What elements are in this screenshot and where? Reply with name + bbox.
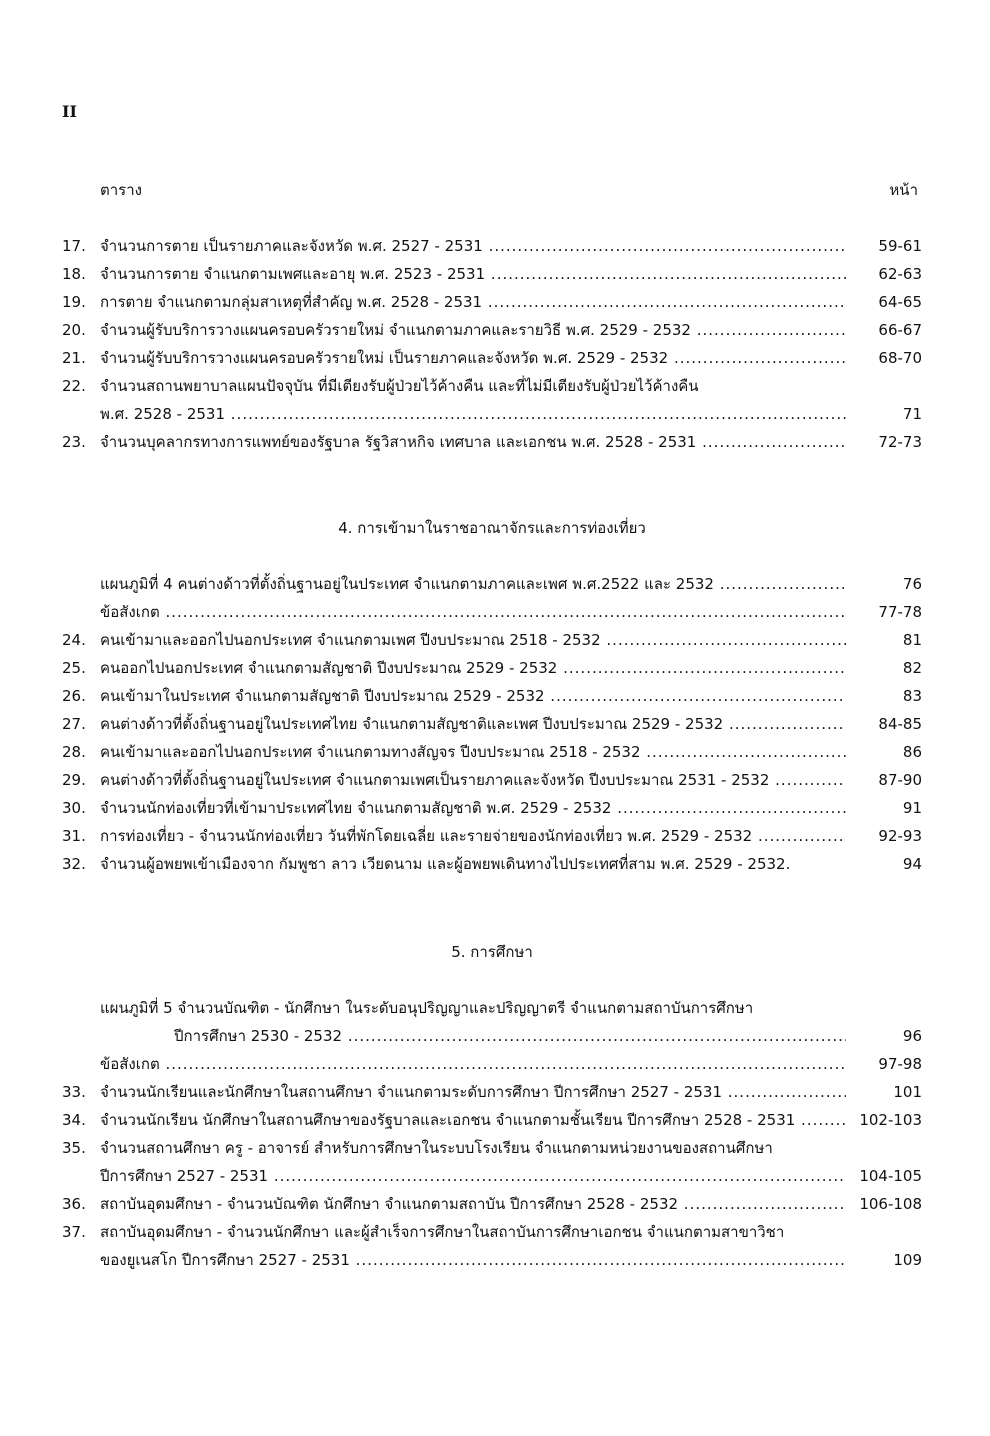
entry-title: การตาย จำแนกตามกลุ่มสาเหตุที่สำคัญ พ.ศ. 2528 - 2531 ..... <box>100 288 846 316</box>
toc-group-section-5 <box>62 994 922 1274</box>
entry-page: 84-85 <box>878 715 922 733</box>
entry-title: จำนวนนักเรียนและนักศึกษาในสถานศึกษา จำแนกตามระดับการศึกษา ปีการศึกษา 2527 - 2531 ..... <box>100 1078 846 1106</box>
entry-title: จำนวนผู้รับบริการวางแผนครอบครัวรายใหม่ จำแนกตามภาคและรายวิธี พ.ศ. 2529 - 2532 ..... <box>100 316 846 344</box>
toc-row <box>62 1106 922 1134</box>
entry-page: 66-67 <box>878 321 922 339</box>
entry-page: 87-90 <box>878 771 922 789</box>
entry-page: 62-63 <box>878 265 922 283</box>
entry-number: 25. <box>62 659 86 677</box>
entry-number: 17. <box>62 237 86 255</box>
entry-page: 104-105 <box>859 1167 922 1185</box>
entry-title: จำนวนผู้อพยพเข้าเมืองจาก กัมพูชา ลาว เวียดนาม และผู้อพยพเดินทางไปประเทศที่สาม พ.ศ. 2529 - 2532. <box>100 855 791 873</box>
entry-title: จำนวนนักเรียน นักศึกษาในสถานศึกษาของรัฐบาลและเอกชน จำแนกตามชั้นเรียน ปีการศึกษา 2528 - 2531 ..... <box>100 1106 846 1134</box>
entry-number: 22. <box>62 377 86 395</box>
entry-number: 23. <box>62 433 86 451</box>
entry-title: คนเข้ามาในประเทศ จำแนกตามสัญชาติ ปีงบประมาณ 2529 - 2532 ..... <box>100 682 846 710</box>
entry-title: จำนวนผู้รับบริการวางแผนครอบครัวรายใหม่ เป็นรายภาคและจังหวัด พ.ศ. 2529 - 2532 ..... <box>100 344 846 372</box>
entry-page: 91 <box>902 799 922 817</box>
toc-row <box>62 738 922 766</box>
toc-row-observation <box>62 598 922 626</box>
toc-group-1 <box>62 232 922 456</box>
entry-title-continuation: ปีการศึกษา 2527 - 2531 ..... <box>100 1162 846 1190</box>
toc-row <box>62 260 922 288</box>
table-column-label: ตาราง <box>100 181 142 199</box>
toc-row <box>62 344 922 372</box>
entry-page: 97-98 <box>878 1055 922 1073</box>
entry-number: 24. <box>62 631 86 649</box>
toc-group-section-4 <box>62 570 922 878</box>
toc-row <box>62 1190 922 1218</box>
toc-row <box>62 428 922 456</box>
toc-row-chart <box>62 570 922 598</box>
entry-page: 86 <box>902 743 922 761</box>
entry-page: 81 <box>902 631 922 649</box>
entry-title: สถาบันอุดมศึกษา - จำนวนบัณฑิต นักศึกษา จำแนกตามสถาบัน ปีการศึกษา 2528 - 2532 ..... <box>100 1190 846 1218</box>
toc-row <box>62 654 922 682</box>
entry-page: 101 <box>893 1083 922 1101</box>
entry-title: จำนวนการตาย จำแนกตามเพศและอายุ พ.ศ. 2523 - 2531 ..... <box>100 260 846 288</box>
entry-page: 82 <box>902 659 922 677</box>
entry-title-continuation: พ.ศ. 2528 - 2531 ..... <box>100 400 846 428</box>
entry-number: 28. <box>62 743 86 761</box>
toc-row <box>62 710 922 738</box>
entry-page: 72-73 <box>878 433 922 451</box>
entry-page: 96 <box>902 1027 922 1045</box>
entry-number: 37. <box>62 1223 86 1241</box>
entry-title-continuation: ปีการศึกษา 2530 - 2532 ..... <box>174 1022 846 1050</box>
entry-title: จำนวนสถานพยาบาลแผนปัจจุบัน ที่มีเตียงรับผู้ป่วยไว้ค้างคืน และที่ไม่มีเตียงรับผู้ป่วยไว้ค้างคืน <box>100 377 699 395</box>
entry-title: แผนภูมิที่ 5 จำนวนบัณฑิต - นักศึกษา ในระดับอนุปริญญาและปริญญาตรี จำแนกตามสถาบันการศึกษา <box>100 999 754 1017</box>
toc-row <box>62 626 922 654</box>
toc-row <box>62 1078 922 1106</box>
entry-page: 109 <box>893 1251 922 1269</box>
page-column-label: หน้า <box>889 181 918 199</box>
entry-title: จำนวนการตาย เป็นรายภาคและจังหวัด พ.ศ. 2527 - 2531 ..... <box>100 232 846 260</box>
entry-title: แผนภูมิที่ 4 คนต่างด้าวที่ตั้งถิ่นฐานอยู่ในประเทศ จำแนกตามภาคและเพศ พ.ศ.2522 และ 2532 ..... <box>100 570 846 598</box>
entry-number: 36. <box>62 1195 86 1213</box>
toc-row <box>62 372 922 400</box>
entry-title: คนเข้ามาและออกไปนอกประเทศ จำแนกตามทางสัญจร ปีงบประมาณ 2518 - 2532 ..... <box>100 738 846 766</box>
toc-row <box>62 1218 922 1246</box>
entry-title: การท่องเที่ยว - จำนวนนักท่องเที่ยว วันที่พักโดยเฉลี่ย และรายจ่ายของนักท่องเที่ยว พ.ศ. 2529 - 2532 ..... <box>100 822 846 850</box>
toc-row-continuation <box>62 1022 922 1050</box>
entry-title: ข้อสังเกต ..... <box>100 598 846 626</box>
toc-row <box>62 794 922 822</box>
entry-number: 31. <box>62 827 86 845</box>
toc-row <box>62 288 922 316</box>
entry-title: คนเข้ามาและออกไปนอกประเทศ จำแนกตามเพศ ปีงบประมาณ 2518 - 2532 ..... <box>100 626 846 654</box>
toc-row-continuation <box>62 1162 922 1190</box>
entry-page: 77-78 <box>878 603 922 621</box>
entry-title: คนต่างด้าวที่ตั้งถิ่นฐานอยู่ในประเทศ จำแนกตามเพศเป็นรายภาคและจังหวัด ปีงบประมาณ 2531 - 2532 ..... <box>100 766 846 794</box>
toc-row <box>62 766 922 794</box>
entry-number: 18. <box>62 265 86 283</box>
toc-row <box>62 682 922 710</box>
entry-number: 20. <box>62 321 86 339</box>
toc-header <box>100 176 918 204</box>
entry-page: 94 <box>902 855 922 873</box>
entry-title: จำนวนนักท่องเที่ยวที่เข้ามาประเทศไทย จำแนกตามสัญชาติ พ.ศ. 2529 - 2532 ..... <box>100 794 846 822</box>
entry-page: 106-108 <box>859 1195 922 1213</box>
entry-title: คนออกไปนอกประเทศ จำแนกตามสัญชาติ ปีงบประมาณ 2529 - 2532 ..... <box>100 654 846 682</box>
toc-row-observation <box>62 1050 922 1078</box>
entry-title: จำนวนสถานศึกษา ครู - อาจารย์ สำหรับการศึกษาในระบบโรงเรียน จำแนกตามหน่วยงานของสถานศึกษา <box>100 1139 773 1157</box>
entry-page: 64-65 <box>878 293 922 311</box>
entry-number: 29. <box>62 771 86 789</box>
entry-title: คนต่างด้าวที่ตั้งถิ่นฐานอยู่ในประเทศไทย จำแนกตามสัญชาติและเพศ ปีงบประมาณ 2529 - 2532 ..... <box>100 710 846 738</box>
entry-title-continuation: ของยูเนสโก ปีการศึกษา 2527 - 2531 ..... <box>100 1246 846 1274</box>
entry-number: 35. <box>62 1139 86 1157</box>
entry-number: 19. <box>62 293 86 311</box>
toc-row <box>62 1134 922 1162</box>
entry-page: 83 <box>902 687 922 705</box>
page-number: II <box>62 102 77 121</box>
entry-page: 59-61 <box>878 237 922 255</box>
entry-number: 21. <box>62 349 86 367</box>
section-5-title: 5. การศึกษา <box>451 943 533 961</box>
entry-page: 68-70 <box>878 349 922 367</box>
entry-title: จำนวนบุคลากรทางการแพทย์ของรัฐบาล รัฐวิสาหกิจ เทศบาล และเอกชน พ.ศ. 2528 - 2531 ..... <box>100 428 846 456</box>
toc-row-chart <box>62 994 922 1022</box>
entry-page: 71 <box>902 405 922 423</box>
entry-number: 26. <box>62 687 86 705</box>
entry-number: 33. <box>62 1083 86 1101</box>
toc-row <box>62 316 922 344</box>
entry-page: 76 <box>902 575 922 593</box>
entry-number: 30. <box>62 799 86 817</box>
entry-number: 32. <box>62 855 86 873</box>
entry-page: 92-93 <box>878 827 922 845</box>
toc-row <box>62 822 922 850</box>
entry-number: 34. <box>62 1111 86 1129</box>
section-4-title: 4. การเข้ามาในราชอาณาจักรและการท่องเที่ยว <box>338 519 646 537</box>
toc-row <box>62 850 922 878</box>
entry-number: 27. <box>62 715 86 733</box>
toc-row-continuation <box>62 400 922 428</box>
toc-row <box>62 232 922 260</box>
toc-row-continuation <box>62 1246 922 1274</box>
entry-title: สถาบันอุดมศึกษา - จำนวนนักศึกษา และผู้สำเร็จการศึกษาในสถาบันการศึกษาเอกชน จำแนกตามสาขาวิชา <box>100 1223 785 1241</box>
entry-title: ข้อสังเกต ..... <box>100 1050 846 1078</box>
entry-page: 102-103 <box>859 1111 922 1129</box>
